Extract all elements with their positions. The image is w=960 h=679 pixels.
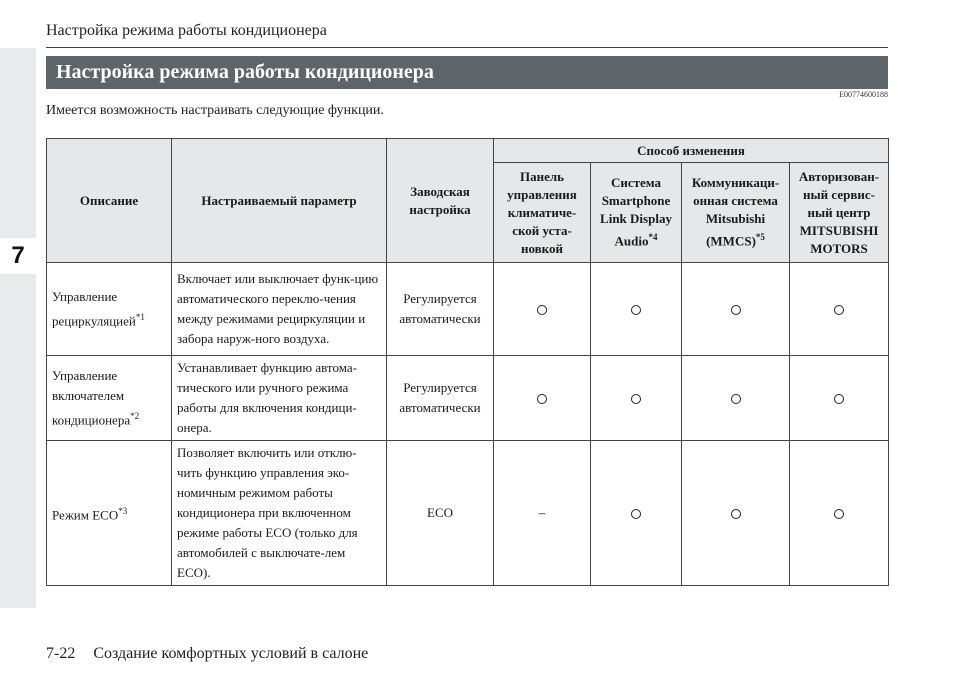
settings-table bbox=[46, 138, 889, 586]
footnote-ref: *5 bbox=[755, 232, 765, 243]
intro-text: Имеется возможность настраивать следующие функции. bbox=[46, 103, 384, 118]
footnote-ref: *4 bbox=[648, 232, 658, 243]
available-circle-icon bbox=[631, 305, 641, 315]
table-row bbox=[47, 441, 889, 586]
header-method-group: Способ изменения bbox=[494, 139, 889, 163]
chapter-title: Создание комфортных условий в салоне bbox=[93, 645, 369, 662]
mark-cell bbox=[591, 356, 682, 441]
header-dealer: Авторизован-ный сервис-ный центр MITSUBISHI MOTORS bbox=[790, 163, 889, 263]
footnote-ref: *2 bbox=[130, 410, 140, 421]
row-description: Управление включателем кондиционера$^{*2}$ bbox=[47, 356, 172, 441]
mark-cell bbox=[494, 356, 591, 441]
row-description: Управление рециркуляцией$^{*1}$ bbox=[47, 263, 172, 356]
header-rule bbox=[46, 47, 888, 48]
row-default: Регулируется автоматически bbox=[387, 263, 494, 356]
table-row bbox=[47, 263, 889, 356]
header-smartphone: Система Smartphone Link Display Audio$^{*4}$ bbox=[591, 163, 682, 263]
mark-cell bbox=[494, 263, 591, 356]
row-default: ECO bbox=[387, 441, 494, 586]
mark-cell bbox=[591, 441, 682, 586]
mark-cell bbox=[682, 263, 790, 356]
row-default: Регулируется автоматически bbox=[387, 356, 494, 441]
mark-cell bbox=[790, 356, 889, 441]
available-circle-icon bbox=[834, 305, 844, 315]
page-footer bbox=[46, 645, 368, 663]
section-title: Настройка режима работы кондиционера bbox=[46, 56, 888, 89]
available-circle-icon bbox=[731, 305, 741, 315]
running-head: Настройка режима работы кондиционера bbox=[46, 22, 327, 39]
available-circle-icon bbox=[731, 509, 741, 519]
available-circle-icon bbox=[631, 394, 641, 404]
header-description: Описание bbox=[47, 139, 172, 263]
mark-cell bbox=[790, 441, 889, 586]
page-number: 7-22 bbox=[46, 645, 76, 662]
header-parameter: Настраиваемый параметр bbox=[172, 139, 387, 263]
not-available-dash: – bbox=[538, 505, 546, 521]
mark-cell bbox=[494, 441, 591, 586]
mark-cell bbox=[591, 263, 682, 356]
mark-cell bbox=[790, 263, 889, 356]
row-parameter: Устанавливает функцию автома-тического или ручного режима работы для включения кондици-онера. bbox=[172, 356, 387, 441]
header-mmcs: Коммуникаци-онная система Mitsubishi (MMCS)$^{*5}$ bbox=[682, 163, 790, 263]
row-parameter: Позволяет включить или отклю-чить функцию управления эко-номичным режимом работы кондиционера при включенном режиме работы ECO (только для автомобилей с выключате-лем ECO). bbox=[172, 441, 387, 586]
chapter-side-strip bbox=[0, 48, 36, 608]
available-circle-icon bbox=[731, 394, 741, 404]
footnote-ref: *3 bbox=[118, 505, 128, 516]
mark-cell bbox=[682, 441, 790, 586]
table-row bbox=[47, 356, 889, 441]
available-circle-icon bbox=[834, 394, 844, 404]
header-panel: Панель управления климатиче-ской уста-новкой bbox=[494, 163, 591, 263]
row-description: Режим ECO$^{*3}$ bbox=[47, 441, 172, 586]
document-code: E00774600188 bbox=[839, 90, 888, 99]
available-circle-icon bbox=[834, 509, 844, 519]
chapter-tab: 7 bbox=[0, 238, 36, 274]
mark-cell bbox=[682, 356, 790, 441]
available-circle-icon bbox=[537, 305, 547, 315]
available-circle-icon bbox=[631, 509, 641, 519]
available-circle-icon bbox=[537, 394, 547, 404]
footnote-ref: *1 bbox=[135, 311, 145, 322]
header-default: Заводская настройка bbox=[387, 139, 494, 263]
row-parameter: Включает или выключает функ-цию автоматического переклю-чения между режимами рециркуляции и забора наруж-ного воздуха. bbox=[172, 263, 387, 356]
